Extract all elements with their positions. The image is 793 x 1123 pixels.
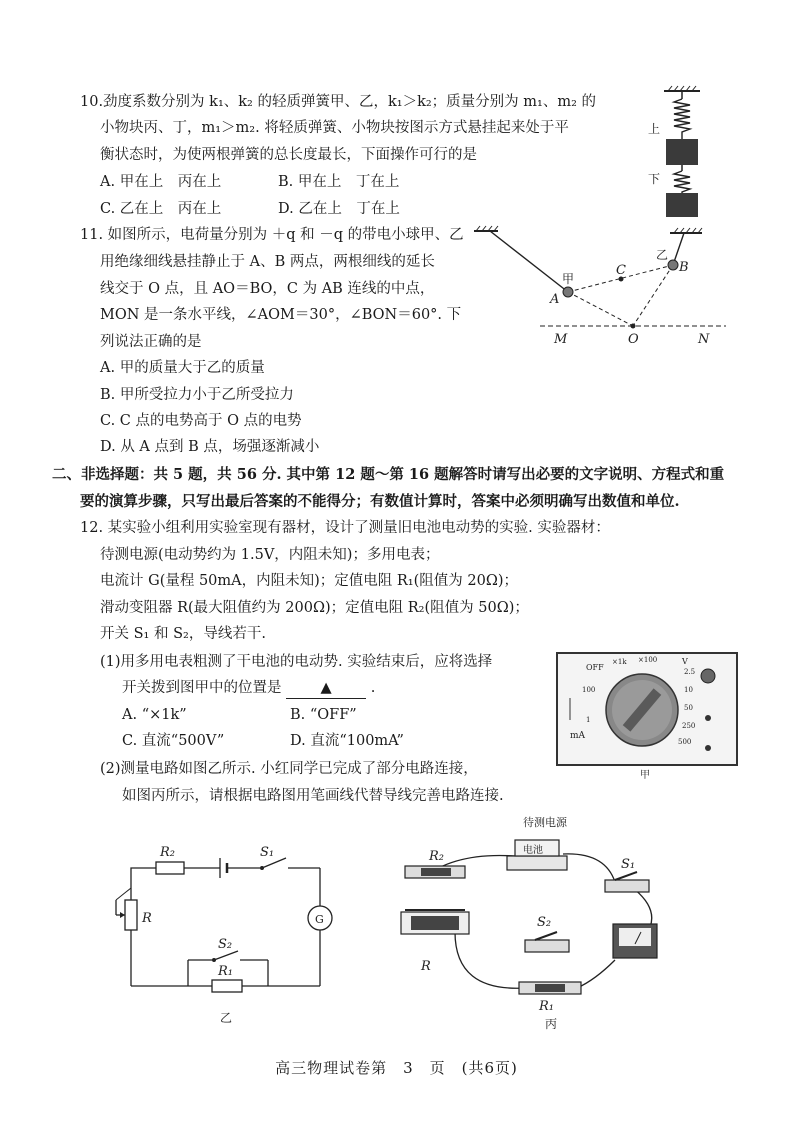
point-c-label: C <box>616 263 626 278</box>
q12-part2-line-2: 如图丙所示，请根据电路图用笔画线代替导线完善电路连接. <box>122 788 504 804</box>
q11-option-c: C. C 点的电势高于 O 点的电势 <box>100 413 302 429</box>
q11-line-1: 11. 如图所示，电荷量分别为 ＋q 和 －q 的带电小球甲、乙 <box>80 227 464 243</box>
q12-option-a: A. “×1k” <box>122 707 187 723</box>
meter-2-5-label: 2.5 <box>684 668 696 676</box>
multimeter-figure <box>556 652 738 782</box>
q10-option-a: A. 甲在上 丙在上 <box>100 174 222 190</box>
q10-option-b: B. 甲在上 丁在上 <box>278 174 400 190</box>
q12-line-4: 滑动变阻器 R(最大阻值约为 200Ω)；定值电阻 R₂(阻值为 50Ω)； <box>100 600 529 616</box>
charged-ball-figure <box>470 225 740 350</box>
q12-part1-prompt: 开关拨到图甲中的位置是 <box>122 680 282 696</box>
q10-option-c: C. 乙在上 丙在上 <box>100 201 222 217</box>
circuit-r2-label: R₂ <box>160 845 175 860</box>
spring-bottom-label: 下 <box>648 172 661 186</box>
photo-s2-label: S₂ <box>537 915 552 930</box>
q11-option-d: D. 从 A 点到 B 点，场强逐渐减小 <box>100 439 320 455</box>
meter-ma-label: mA <box>570 731 586 741</box>
circuit-diagram-figure <box>100 840 340 1030</box>
point-o-label: O <box>628 332 639 347</box>
circuit-r-label: R <box>142 911 152 926</box>
q12-line-5: 开关 S₁ 和 S₂，导线若干. <box>100 626 266 642</box>
meter-250-label: 250 <box>682 722 696 730</box>
q12-option-c: C. 直流“500V” <box>122 733 225 749</box>
meter-1-label: 1 <box>586 716 591 724</box>
q10-option-d: D. 乙在上 丁在上 <box>278 201 400 217</box>
meter-50-label: 50 <box>684 704 693 712</box>
spring-top-label: 上 <box>648 122 661 136</box>
source-label: 待测电源 <box>523 816 567 829</box>
point-m-label: M <box>554 332 568 347</box>
meter-10-label: 10 <box>684 686 693 694</box>
q11-line-5: 列说法正确的是 <box>100 334 202 350</box>
meter-100-label: 100 <box>582 686 596 694</box>
photo-r1-label: R₁ <box>539 999 554 1014</box>
circuit-s1-label: S₁ <box>260 845 275 860</box>
meter-x100-label: ×100 <box>638 656 658 664</box>
meter-v-label: V <box>682 657 688 666</box>
circuit-g-label: G <box>315 913 324 926</box>
photo-r-label: R <box>421 959 431 974</box>
physical-circuit-figure <box>395 812 685 1037</box>
figure-bing-caption: 丙 <box>545 1017 558 1031</box>
q11-line-2: 用绝缘细线悬挂静止于 A、B 两点，两根细线的延长 <box>100 254 435 270</box>
q11-line-3: 线交于 O 点，且 AO＝BO，C 为 AB 连线的中点， <box>100 281 435 297</box>
ball-jia-label: 甲 <box>562 272 575 286</box>
q10-line-1: 10.劲度系数分别为 k₁、k₂ 的轻质弹簧甲、乙，k₁＞k₂；质量分别为 m₁、m₂ 的 <box>80 94 597 110</box>
photo-r2-label: R₂ <box>429 849 444 864</box>
meter-x1k-label: ×1k <box>612 658 627 666</box>
q11-option-a: A. 甲的质量大于乙的质量 <box>100 360 265 376</box>
section2-line-2: 要的演算步骤，只写出最后答案的不能得分；有数值计算时，答案中必须明确写出数值和单位. <box>80 493 680 510</box>
circuit-r1-label: R₁ <box>218 964 233 979</box>
q11-line-4: MON 是一条水平线，∠AOM＝30°，∠BON＝60°. 下 <box>100 307 462 323</box>
section2-line-1: 二、非选择题：共 5 题，共 56 分. 其中第 12 题～第 16 题解答时请写出必要的文字说明、方程式和重 <box>52 466 725 483</box>
q12-part1-line-1: (1)用多用电表粗测了干电池的电动势. 实验结束后，应将选择 <box>100 654 493 670</box>
q12-line-3: 电流计 G(量程 50mA，内阻未知)；定值电阻 R₁(阻值为 20Ω)； <box>100 573 519 589</box>
photo-s1-label: S₁ <box>621 857 636 872</box>
meter-off-label: OFF <box>586 663 604 672</box>
q12-part1-line-2 <box>122 678 375 699</box>
q12-line-1: 12. 某实验小组利用实验室现有器材，设计了测量旧电池电动势的实验. 实验器材： <box>80 520 610 536</box>
page-footer: 高三物理试卷第 3 页 (共6页) <box>275 1059 518 1077</box>
figure-jia-caption: 甲 <box>640 770 650 781</box>
figure-yi-caption: 乙 <box>220 1011 233 1025</box>
ball-yi-label: 乙 <box>656 248 669 262</box>
answer-blank[interactable]: ▲ <box>286 678 366 699</box>
q11-option-b: B. 甲所受拉力小于乙所受拉力 <box>100 387 294 403</box>
spring-block-figure <box>640 85 720 220</box>
q10-line-2: 小物块丙、丁，m₁＞m₂. 将轻质弹簧、小物块按图示方式悬挂起来处于平 <box>100 120 569 136</box>
q12-part2-line-1: (2)测量电路如图乙所示. 小红同学已完成了部分电路连接， <box>100 761 478 777</box>
q12-line-2: 待测电源(电动势约为 1.5V，内阻未知)；多用电表； <box>100 547 440 563</box>
q10-line-3: 衡状态时，为使两根弹簧的总长度最长，下面操作可行的是 <box>100 147 477 163</box>
point-n-label: N <box>698 332 710 347</box>
q12-part1-end: . <box>370 680 376 696</box>
point-b-label: B <box>679 260 689 275</box>
q12-option-d: D. 直流“100mA” <box>290 733 404 749</box>
battery-label: 电池 <box>523 845 543 856</box>
circuit-s2-label: S₂ <box>218 937 233 952</box>
point-a-label: A <box>550 292 560 307</box>
meter-500-label: 500 <box>678 738 692 746</box>
q12-option-b: B. “OFF” <box>290 707 357 723</box>
